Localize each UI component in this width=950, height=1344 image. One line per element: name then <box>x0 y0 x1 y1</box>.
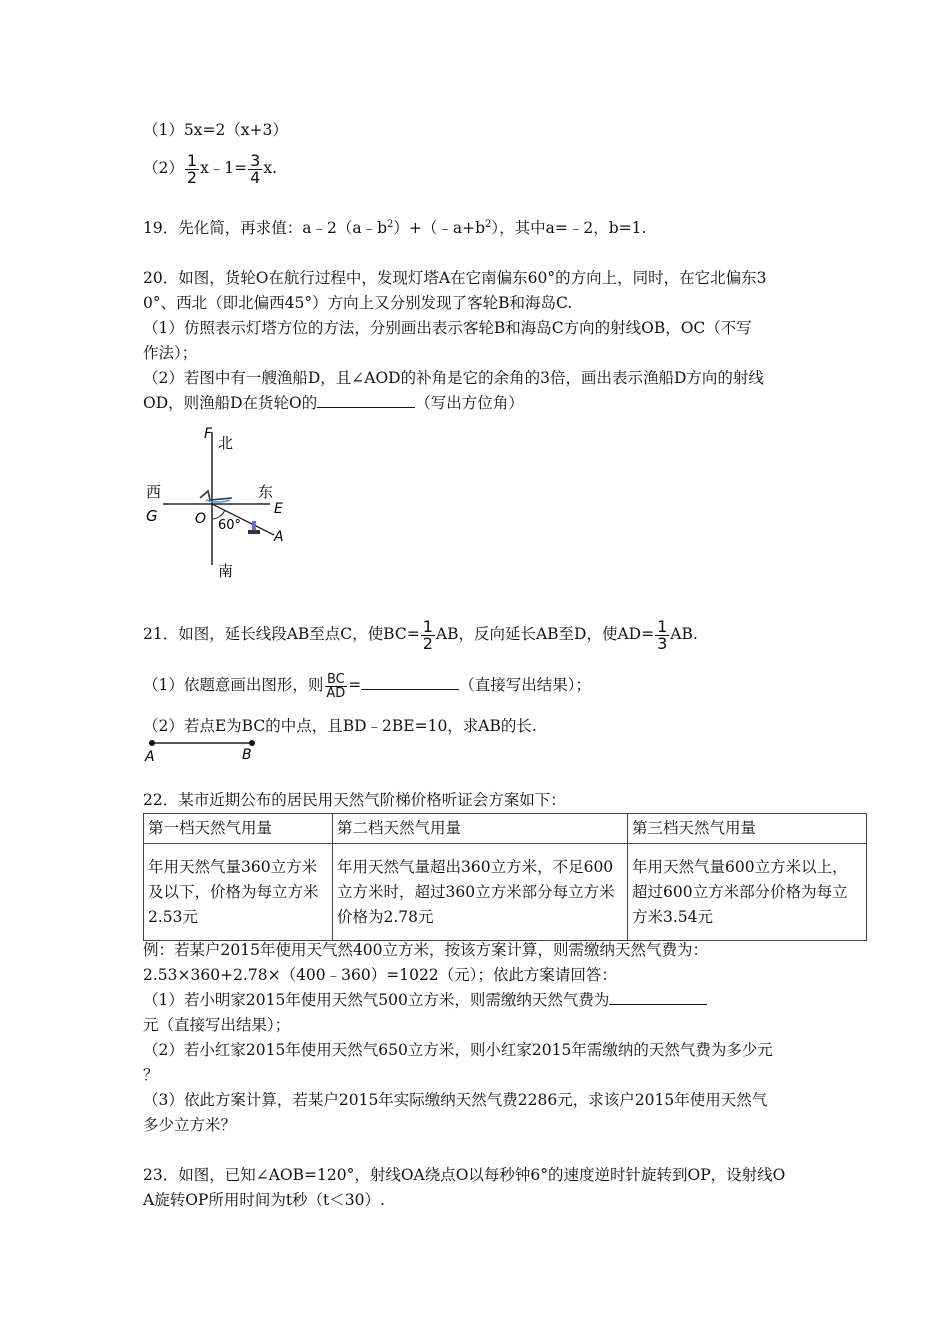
table-cell-tier1: 年用天然气量360立方米及以下，价格为每立方米2.53元 <box>144 844 333 941</box>
east-label: 东 <box>258 483 274 501</box>
ship-icon <box>200 491 232 502</box>
table-cell-tier2: 年用天然气量超出360立方米，不足600立方米时，超过360立方米部分每立方米价格为2.78元 <box>333 844 628 941</box>
fraction-bc-over-ad: $\frac{BC}{AD}$ <box>326 671 346 701</box>
gas-price-table <box>143 813 867 941</box>
q20-line4: 作法）； <box>143 344 198 362</box>
point-a-label: A <box>274 529 284 545</box>
q20-line1: 20．如图，货轮O在航行过程中，发现灯塔A在它南偏东60°的方向上，同时，在它北偏东3 <box>143 269 767 287</box>
north-label: 北 <box>218 434 234 452</box>
west-label: 西 <box>146 483 162 501</box>
table-header-row <box>144 814 867 844</box>
fraction-one-third: $\frac{1}{3}$ <box>657 616 668 653</box>
q19-text: 19．先化简，再求值：$a﹣2(a﹣b^2)+(﹣a+b^2)$，其中a=﹣2，b=1. <box>143 218 647 237</box>
q18-item2 <box>143 150 277 186</box>
q20-line5: （2）若图中有一艘渔船D，且∠AOD的补角是它的余角的3倍，画出表示渔船D方向的射线 <box>143 369 764 387</box>
q22-p1-line2: 元（直接写出结果）； <box>143 1016 291 1034</box>
compass-figure <box>140 420 300 580</box>
q21-line2: （1）依题意画出图形，则 $\frac{BC}{AD}$ = （直接写出结果）； <box>143 671 592 701</box>
answer-blank <box>609 990 707 1005</box>
point-b-label: B <box>242 747 252 763</box>
west-letter: G <box>146 507 158 525</box>
table-header-tier1: 第一档天然气用量 <box>144 814 333 844</box>
q18-item2-mid: x﹣1= <box>200 159 248 177</box>
table-header-tier2: 第二档天然气用量 <box>333 814 628 844</box>
q22-p2-line1: （2）若小红家2015年使用天然气650立方米，则小红家2015年需缴纳的天然气费为多少元 <box>143 1041 773 1059</box>
q22-p3-line1: （3）依此方案计算，若某户2015年实际缴纳天然气费2286元，求该户2015年使用天然气 <box>143 1091 768 1109</box>
answer-blank <box>317 393 415 408</box>
south-label: 南 <box>218 562 234 580</box>
q22-p1-line1: （1）若小明家2015年使用天然气500立方米，则需缴纳天然气费为 <box>143 990 707 1010</box>
q22-example2: 2.53×360+2.78×（400﹣360）=1022（元）；依此方案请回答： <box>143 966 617 984</box>
q23-line2: A旋转OP所用时间为t秒（t＜30）. <box>143 1191 385 1209</box>
angle-label: 60° <box>218 518 242 533</box>
table-header-tier3: 第三档天然气用量 <box>628 814 867 844</box>
q18-item2-prefix: （2） <box>143 159 184 177</box>
q22-example1: 例：若某户2015年使用天气然400立方米，按该方案计算，则需缴纳天然气费为： <box>143 941 709 959</box>
fraction-three-quarters: $\frac{3}{4}$ <box>250 150 261 187</box>
north-letter: F <box>204 426 213 442</box>
q22-intro: 22．某市近期公布的居民用天然气阶梯价格听证会方案如下： <box>143 791 566 809</box>
table-row <box>144 844 867 941</box>
table-cell-tier3: 年用天然气量600立方米以上，超过600立方米部分价格为每立方米3.54元 <box>628 844 867 941</box>
q20-line6: OD，则渔船D在货轮O的 （写出方位角） <box>143 394 524 412</box>
q23-line1: 23．如图，已知∠AOB=120°，射线OA绕点O以每秒钟6°的速度逆时针旋转到OP，设射线O <box>143 1166 786 1184</box>
point-b <box>249 740 255 746</box>
q20-line2: 0°、西北（即北偏西45°）方向上又分别发现了客轮B和海岛C. <box>143 294 573 312</box>
q18-item1: （1）5x=2（x+3） <box>143 121 288 139</box>
q22-p3-line2: 多少立方米？ <box>143 1116 237 1134</box>
q18-item2-suffix: x. <box>263 159 278 177</box>
fraction-one-half: $\frac{1}{2}$ <box>422 616 433 653</box>
q22-p2-line2: ？ <box>143 1066 159 1084</box>
segment-ab-figure <box>140 735 270 765</box>
q21-line3: （2）若点E为BC的中点，且BD﹣2BE=10，求AB的长. <box>143 717 537 735</box>
q20-line3: （1）仿照表示灯塔方位的方法，分别画出表示客轮B和海岛C方向的射线OB，OC（不写 <box>143 319 752 337</box>
origin-label: O <box>195 511 207 527</box>
answer-blank <box>361 675 459 690</box>
q21-line1: 21．如图，延长线段AB至点C，使BC= $\frac{1}{2}$ AB，反向延长AB至D，使AD= $\frac{1}{3}$ AB. <box>143 616 698 653</box>
fraction-one-half: $\frac{1}{2}$ <box>186 150 198 187</box>
east-letter: E <box>274 501 283 517</box>
point-a-label: A <box>145 749 155 765</box>
point-a <box>149 740 155 746</box>
